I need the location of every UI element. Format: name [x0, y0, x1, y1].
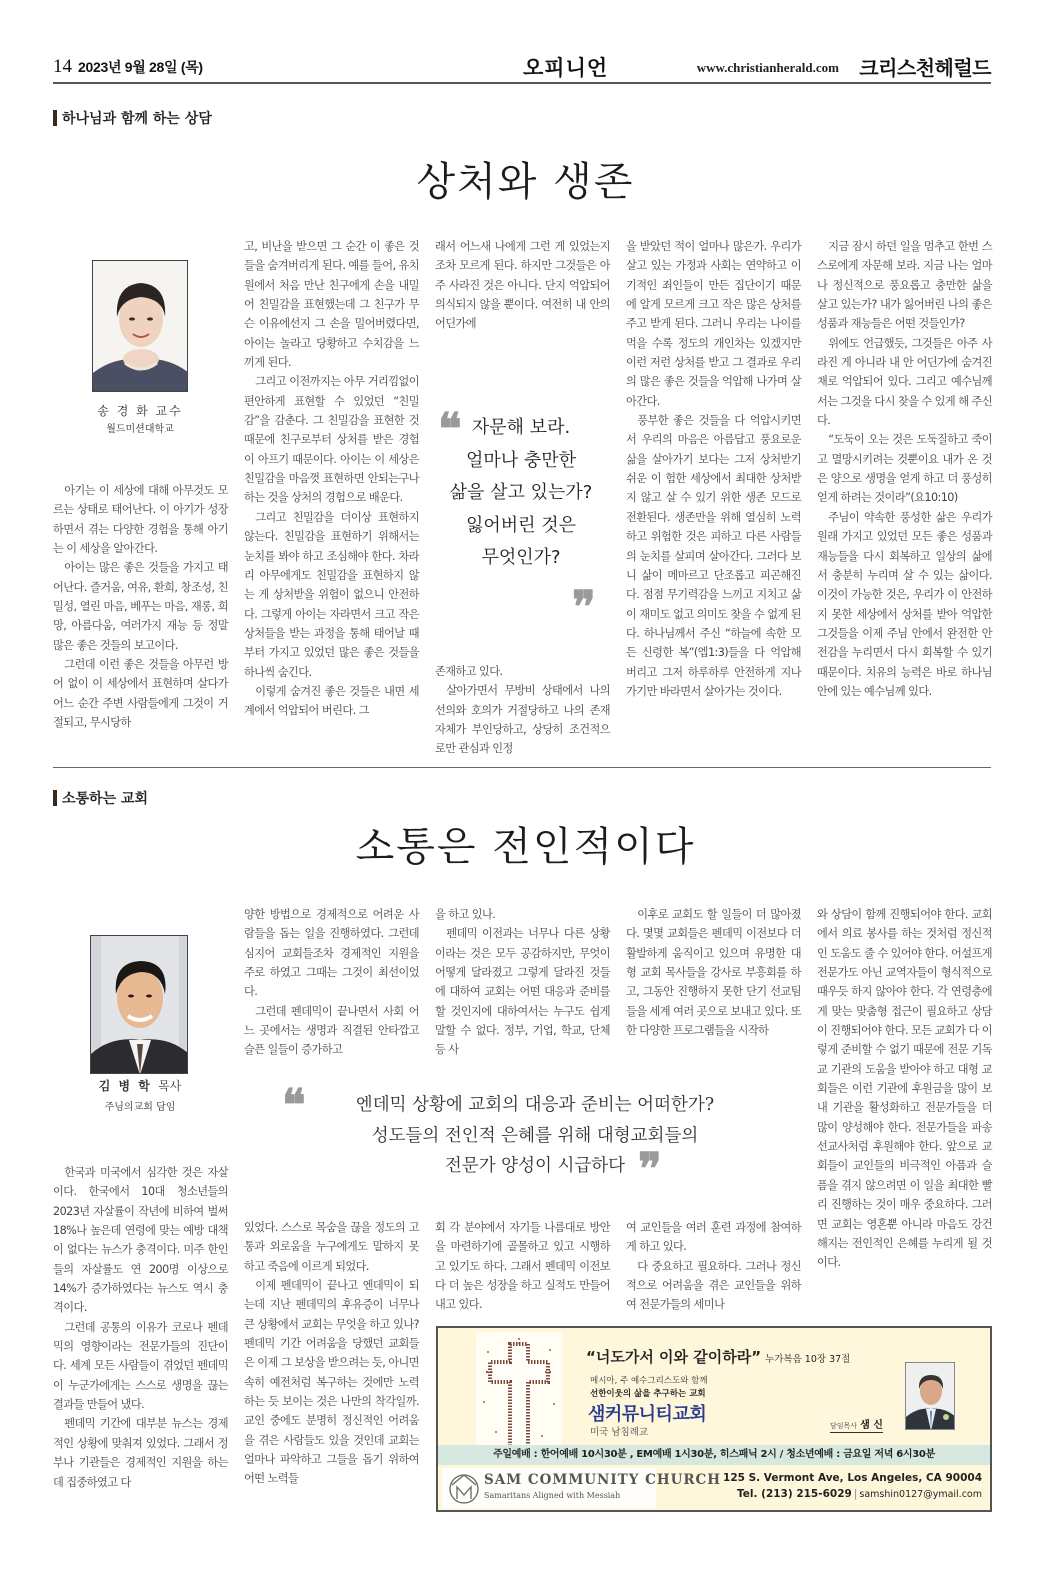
article-column-5 — [817, 905, 992, 1273]
paragraph: 을 받았던 적이 얼마나 많은가. 우리가 살고 있는 가정과 사회는 연약하고 이기적인 죄인들이 만든 집단이기 때문에 알게 모르게 크고 작은 많은 상처를 주고 받게 된다. 그러니 우리는 나이를 먹을 수록 정도의 개인차는 있겠지만 이런 저런 상처를 받고 그 결과로 우리의 많은 좋은 것들을 억압해 나가며 살아간다. — [626, 240, 801, 408]
pastor-label: 담임목사 — [830, 1422, 858, 1430]
pastor-photo — [905, 1362, 955, 1430]
paragraph: 그런데 공통의 이유가 코로나 펜데믹의 영향이라는 전문가들의 진단이다. 세계 모든 사람들이 겪었던 펜데믹이 누군가에게는 스스로 생명을 끊는 결과들 만들어 냈다. — [53, 1320, 228, 1412]
pull-quote — [437, 405, 605, 575]
church-address: 125 S. Vermont Ave, Los Angeles, CA 90004 — [723, 1472, 982, 1484]
ad-tagline: 메시아, 주 예수그리스도와 함께 — [590, 1376, 708, 1386]
article-headline: 소통은 전인적이다 — [355, 824, 696, 870]
close-quote-icon: ❞ — [638, 1145, 662, 1194]
paragraph: 양한 방법으로 경제적으로 어려운 사람들을 돕는 일을 진행하였다. 그런데 심지어 교회들조차 경제적인 지원을 주로 하였고 그때는 그것이 최선이었다. — [244, 908, 419, 999]
series-label — [53, 108, 212, 128]
paragraph: 다 중요하고 필요하다. 그러나 정신적으로 어려움을 겪은 교인들을 위하여 전문가들의 세미나 — [626, 1259, 801, 1312]
issue-date: 2023년 9월 28일 (목) — [78, 59, 203, 75]
ad-scripture-ref: 누가복음 10장 37절 — [765, 1354, 851, 1365]
church-contact — [737, 1488, 982, 1500]
pull-quote-line: 삶을 살고 있는가? — [449, 482, 593, 503]
church-denomination: 미국 남침례교 — [590, 1427, 649, 1438]
church-logo-block — [442, 1468, 722, 1508]
cross-icon — [476, 1332, 562, 1462]
pull-quote-line: 무엇인가? — [481, 547, 561, 568]
paragraph: 회 각 분야에서 자기들 나름대로 방안을 마련하기에 골몰하고 있고 시행하고 있기도 하다. 그래서 펜데믹 이전보다 더 높은 성장을 하고 실적도 만들어 내고 있다. — [435, 1221, 610, 1312]
article-column-1 — [53, 481, 228, 732]
paragraph: 그리고 이전까지는 아무 거리낌없이 편안하게 표현할 수 있었던 “친밀감”을 감춘다. 그 친밀감을 표현한 것 때문에 친구로부터 상처를 받은 경험이 아프기 때문이다. 아이는 이 세상은 친밀감을 마음껏 표현하면 안되는구나 하는 것을 상처의 경험으로 배운다. — [244, 375, 419, 505]
pull-quote — [300, 1090, 770, 1182]
author-name — [60, 1077, 220, 1094]
author-portrait-icon — [91, 936, 188, 1074]
ad-scripture-text: “너도가서 이와 같이하라” — [586, 1348, 762, 1366]
paragraph: 펜데믹 기간에 대부분 뉴스는 경제적인 상황에 맞춰져 있었다. 그래서 정부나 기관들은 경제적인 지원을 하는데 집중하였고 다 — [53, 1417, 228, 1489]
ad-scripture — [586, 1346, 850, 1367]
pastor-name: 샘 신 — [860, 1420, 883, 1431]
article-column-1 — [53, 1163, 228, 1492]
series-label — [53, 788, 148, 808]
church-advertisement — [436, 1326, 992, 1512]
paragraph: 이제 펜데믹이 끝나고 엔데믹이 되는데 지난 펜데믹의 후유증이 너무나 큰 상황에서 교회는 무엇을 하고 있나? 펜데믹 기간 어려움을 당했던 교회들은 이제 그 보상을 받으려는 듯, 아니면 속히 예전처럼 복구하는 것에만 노력하는 듯 보이는 것은 나만의 착각일까. 교인 중에도 분명히 정신적인 어려움을 겪은 사람들도 있을 것인데 교회는 얼마나 파악하고 그들을 돕기 위하여 어떤 노력들 — [244, 1279, 419, 1486]
paragraph: 이후로 교회도 할 일들이 더 많아졌다. 몇몇 교회들은 펜데믹 이전보다 더 활발하게 움직이고 있으며 유명한 대형 교회 목사들을 강사로 부흥회를 하고, 그동안 진행하지 못한 단기 선교팀들을 세계 여러 곳으로 보내고 있다. 또한 다양한 프로그램들을 시작하 — [626, 908, 801, 1038]
paragraph: 을 하고 있나. — [435, 908, 496, 921]
church-email[interactable]: samshin0127@ymail.com — [859, 1489, 982, 1500]
contact-separator: | — [853, 1488, 858, 1500]
article-column-4 — [626, 237, 801, 701]
paragraph: 위에도 언급했듯, 그것들은 아주 사라진 게 아니라 내 안 어딘가에 숨겨진 채로 억압되어 있다. 그리고 예수님께서는 그것을 다시 찾을 수 있게 해 주신다. — [817, 336, 992, 428]
article-column-2-top — [244, 905, 419, 1060]
church-motto: Samaritans Aligned with Messiah — [484, 1491, 621, 1500]
close-quote-icon: ❞ — [572, 583, 596, 632]
paragraph: 지금 잠시 하던 일을 멈추고 한번 스스로에게 자문해 보라. 지금 나는 얼마나 정신적으로 풍요롭고 충만한 삶을 살고 있는가? 내가 잃어버린 나의 좋은 성품과 재능들은 어떤 것들인가? — [817, 240, 992, 331]
article-column-2 — [244, 237, 419, 721]
newspaper-logo: 크리스천헤럴드 — [859, 56, 991, 80]
open-quote-icon: ❝ — [282, 1081, 306, 1130]
paragraph: 있었다. 스스로 목숨을 끊을 정도의 고통과 외로움을 누구에게도 말하지 못하고 죽음에 이르게 되었다. — [244, 1221, 419, 1273]
author-photo — [92, 260, 188, 392]
page-number: 14 — [53, 56, 72, 77]
paragraph: 와 상담이 함께 진행되어야 한다. 교회에서 의료 봉사를 하는 것처럼 정신적인 도움도 줄 수 있어야 한다. 어설프게 전문가도 아닌 교역자들이 형식적으로 때우듯 하지 않아야 한다. 각 연령층에게 맞는 맞춤형 접근이 필요하고 상담이 진행되어야 한다. 모든 교회가 다 이렇게 준비할 수 없기 때문에 전문 기독교 기관의 도움을 받아야 하고 대형 교회들은 이런 기관에 후원금을 많이 보내 기관을 활성화하고 전문가들을 더 많이 양성해야 한다. 전문가들을 파송 선교사처럼 후원해야 한다. 앞으로 교회들이 교인들의 비극적인 아픔과 슬픔을 겪지 않으려면 이 일을 최대한 빨리 진행하는 것이 매우 중요하다. 그러면 교회는 영혼뿐 아니라 마음도 강건해지는 전인적인 은혜를 누리게 될 것이다. — [817, 908, 992, 1270]
paragraph: 한국과 미국에서 심각한 것은 자살이다. 한국에서 10대 청소년들의 2023년 자살률이 작년에 비하여 벌써 18%나 높은데 연령에 맞는 예방 대책이 없다는 뉴스가 충격이다. 미주 한인들의 자살률도 연 200명 이상으로 14%가 증가하였다는 뉴스도 역시 충격이다. — [53, 1166, 228, 1315]
pull-quote-line: 자문해 보라. — [471, 417, 571, 438]
article-column-3-bottom — [435, 1218, 610, 1315]
section-divider — [53, 767, 991, 768]
author-affiliation: 월드미션대학교 — [106, 424, 174, 435]
paragraph: 주님이 약속한 풍성한 삶은 우리가 원래 가지고 있었던 모든 좋은 성품과 재능들을 다시 회복하고 일상의 삶에서 충분히 누리며 살 수 있는 삶이다. 이것이 가능한 것은, 우리가 이 안전하지 못한 세상에서 상처를 받아 억압한 그것들을 이제 주님 안에서 완전한 안전감을 누리면서 다시 회복할 수 있기 때문이다. 치유의 능력은 바로 하나님 안에 있는 예수님께 있다. — [817, 510, 992, 698]
site-url[interactable]: www.christianherald.com — [696, 60, 839, 75]
service-times-band: 주일예배 : 한어예배 10시30분 , EM예배 1시30분, 히스패닉 2시 / 청소년예배 : 금요일 저녁 6시30분 — [438, 1445, 990, 1465]
article-column-3-bottom — [435, 662, 610, 759]
paragraph: 고, 비난을 받으면 그 순간 이 좋은 것들을 숨겨버리게 된다. 예를 들어, 유치원에서 처음 만난 친구에게 손을 내밀어 친밀감을 표현했는데 그 친구가 무슨 이유에선지 그 손을 밀어버렸다면, 아이는 놀라고 당황하고 수치감을 느끼게 된다. — [244, 240, 419, 370]
paragraph: 존재하고 있다. — [435, 665, 503, 678]
masthead-date-block — [53, 56, 203, 78]
paragraph: 여 교인들을 여러 훈련 과정에 참여하게 하고 있다. — [626, 1221, 801, 1254]
series-label-text: 하나님과 함께 하는 상담 — [62, 111, 212, 127]
article-headline: 상처와 생존 — [416, 159, 635, 205]
paragraph: 래서 어느새 나에게 그런 게 있었는지조차 모르게 된다. 하지만 그것들은 아주 사라진 것은 아니다. 단지 억압되어 의식되지 않을 뿐이다. 여전히 내 안의 어딘가에 — [435, 240, 610, 331]
paragraph: “도둑이 오는 것은 도둑질하고 죽이고 멸망시키려는 것뿐이요 내가 온 것은 양으로 생명을 얻게 하고 더 풍성히 얻게 하려는 것이라”(요10:10) — [817, 433, 992, 505]
author-name: 송 경 화 교수 — [97, 404, 183, 418]
pull-quote-line: 얼마나 충만한 — [465, 449, 577, 471]
paragraph: 그런데 펜데믹이 끝나면서 사회 어느 곳에서는 생명과 직결된 안타깝고 슬픈 일들이 증가하고 — [244, 1004, 419, 1057]
cross-illustration — [476, 1332, 562, 1462]
label-bar — [53, 790, 57, 806]
article-column-4-top — [626, 905, 801, 1040]
open-quote-icon: ❝ — [438, 405, 462, 454]
paragraph: 펜데믹 이전과는 너무나 다른 상황이라는 것은 모두 공감하지만, 무엇이 어떻게 달라졌고 그렇게 달라진 것들에 대하여 교회는 어떤 대응과 준비를 할 것인지에 대하여서는 누구도 쉽게 말할 수 없다. 정부, 기업, 학교, 단체 등 사 — [435, 927, 610, 1057]
pull-quote-line: 엔데믹 상황에 교회의 대응과 준비는 어떠한가? — [355, 1095, 715, 1115]
article-column-3-top — [435, 237, 610, 334]
paragraph: 풍부한 좋은 것들을 다 억압시키면서 우리의 마음은 아름답고 풍요로운 삶을 살아가기 보다는 그저 상처받기 쉬운 이 험한 세상에서 최대한 상처받지 않고 살 수 있기 위한 생존 모드로 전환된다. 생존만을 위해 열심히 노력하고 위험한 것은 피하고 다른 사람들의 눈치를 살피며 살아간다. 그러다 보니 삶이 메마르고 단조롭고 피곤해진다. 점점 무기력감을 느끼고 지치고 삶이 재미도 없고 의미도 찾을 수 없게 된다. 하나님께서 주신 “하늘에 속한 모든 신령한 복”(엡1:3)들을 다 억압해 버리고 그저 하루하루 안전하게 지나가기만 바라면서 살아가는 것이다. — [626, 414, 801, 698]
author-affiliation: 주님의교회 담임 — [104, 1102, 176, 1113]
masthead — [53, 52, 991, 84]
pull-quote-line: 전문가 양성이 시급하다 — [444, 1156, 626, 1176]
ad-tagline-bold: 선한이웃의 삶을 추구하는 교회 — [590, 1389, 706, 1399]
paragraph: 그런데 이런 좋은 것들을 아무런 방어 없이 이 세상에서 표현하며 살다가 어느 순간 주변 사람들에게 그것이 거절되고, 무시당하 — [53, 658, 228, 730]
church-name-korean: 샘커뮤니티교회 — [588, 1404, 707, 1425]
section-title: 오피니언 — [523, 56, 609, 80]
pull-quote-line: 잃어버린 것은 — [465, 514, 577, 536]
author-title: 목사 — [158, 1079, 182, 1093]
paragraph: 아기는 이 세상에 대해 아무것도 모르는 상태로 태어난다. 이 아기가 성장하면서 겪는 다양한 경험을 통해 아기는 이 세상을 알아간다. — [53, 484, 228, 556]
author-photo — [90, 935, 188, 1074]
paragraph: 살아가면서 무방비 상태에서 나의 선의와 호의가 거절당하고 나의 존재 자체가 부인당하고, 상당히 조건적으로만 관심과 인정 — [435, 684, 610, 756]
pull-quote-line: 성도들의 전인적 은혜를 위해 대형교회들의 — [371, 1125, 699, 1146]
article-column-5 — [817, 237, 992, 701]
church-name-english: SAM COMMUNITY CHURCH — [484, 1472, 722, 1488]
article-column-4-bottom — [626, 1218, 801, 1315]
church-logo-icon — [448, 1471, 480, 1505]
pastor-caption — [830, 1416, 883, 1433]
pastor-portrait-icon — [906, 1363, 955, 1430]
series-label-text: 소통하는 교회 — [62, 791, 149, 807]
paragraph: 이렇게 숨겨진 좋은 것들은 내면 세계에서 억압되어 버린다. 그 — [244, 684, 419, 718]
author-name-text: 김 병 학 — [98, 1079, 152, 1093]
paragraph: 아이는 많은 좋은 것들을 가지고 태어난다. 즐거움, 여유, 환희, 창조성, 친밀성, 열린 마음, 베푸는 마음, 재롱, 희망, 아름다움, 여러가지 재능 등 정말 많은 좋은 것들의 보고이다. — [53, 561, 228, 652]
article-column-2-bottom — [244, 1218, 419, 1489]
label-bar — [53, 110, 57, 126]
article-column-3-top — [435, 905, 610, 1060]
paragraph: 그리고 친밀감을 더이상 표현하지 않는다. 친밀감을 표현하기 위해서는 눈치를 봐야 하고 조심해야 한다. 차라리 아무에게도 친밀감을 표현하지 않는 게 상처받을 위험이 없으니 안전하다. 그렇게 아이는 자라면서 크고 작은 상처들을 받는 과정을 통해 태어날 때부터 가지고 있었던 많은 좋은 것들을 하나씩 숨긴다. — [244, 510, 419, 679]
author-portrait-icon — [93, 261, 188, 392]
church-phone[interactable]: Tel. (213) 215-6029 — [737, 1488, 852, 1500]
